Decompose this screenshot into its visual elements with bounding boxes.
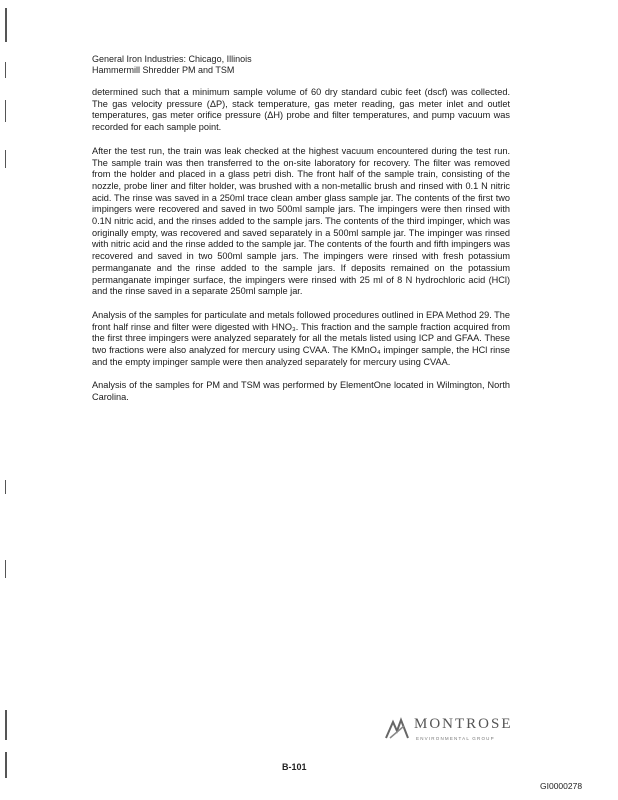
logo-tagline: ENVIRONMENTAL GROUP [416, 736, 495, 741]
paragraph-recovery: After the test run, the train was leak checked at the highest vacuum encountered during the test run. The sample train was then transferred to the on-site laboratory for recovery. The filter was removed from the holder and placed in a glass petri dish. The front half of the sample train, consisting of the nozzle, probe liner and filter holder, was brushed with a non-metallic brush and rinsed with 0.1 N nitric acid. The rinse was saved in a 250ml trace clean amber glass sample jar. The contents of the first two impingers were recovered and saved in two 500ml sample jars. The impingers were then rinsed with 0.1N nitric acid, and the rinses added to the sample jars. The contents of the third impinger, which was originally empty, was recovered and saved separately in a 500ml sample jar. The impinger was rinsed with nitric acid and the rinse added to the sample jar. The contents of the fourth and fifth impingers was recovered and saved in two 500ml sample jars. The impingers were rinsed with fresh potassium permanganate and the rinse added to the sample jars. If deposits remained on the potassium permanganate impinger surface, the impingers were rinsed with 25 ml of 8 N hydrochloric acid (HCl) and the rinse saved in a separate 250ml sample jar. [92, 145, 510, 297]
montrose-logo [384, 716, 514, 748]
paragraph-laboratory: Analysis of the samples for PM and TSM was performed by ElementOne located in Wilmington, North Carolina. [92, 380, 510, 403]
document-header [92, 54, 252, 76]
header-line-1: General Iron Industries: Chicago, Illinois [92, 54, 252, 64]
scan-margin-mark [5, 480, 6, 494]
paragraph-sampling: determined such that a minimum sample volume of 60 dry standard cubic feet (dscf) was collected. The gas velocity pressure (ΔP), stack temperature, gas meter reading, gas meter inlet and outlet temperatures, gas meter orifice pressure (ΔH) probe and filter temperatures, and pump vacuum was recorded for each sample point. [92, 87, 510, 133]
scan-margin-mark [5, 8, 7, 42]
document-id: GI0000278 [540, 781, 583, 791]
scan-margin-mark [5, 752, 7, 778]
page-number: B-101 [282, 762, 307, 772]
body-text [92, 87, 510, 416]
scan-margin-mark [5, 560, 6, 578]
scan-margin-mark [5, 710, 7, 740]
scan-margin-mark [5, 100, 6, 122]
scan-margin-mark [5, 150, 6, 168]
logo-mark-icon [384, 716, 410, 742]
scan-margin-mark [5, 62, 6, 78]
logo-name: MONTROSE [414, 716, 513, 732]
paragraph-analysis: Analysis of the samples for particulate and metals followed procedures outlined in EPA Method 29. The front half rinse and filter were digested with HNO₃. This fraction and the sample fraction acquired from the first three impingers were analyzed separately for all the metals listed using ICP and GFAA. These two fractions were also analyzed for mercury using CVAA. The KMnO₄ impinger sample, the HCl rinse and the empty impinger sample were then analyzed separately for mercury using CVAA. [92, 309, 510, 367]
header-line-2: Hammermill Shredder PM and TSM [92, 65, 235, 75]
